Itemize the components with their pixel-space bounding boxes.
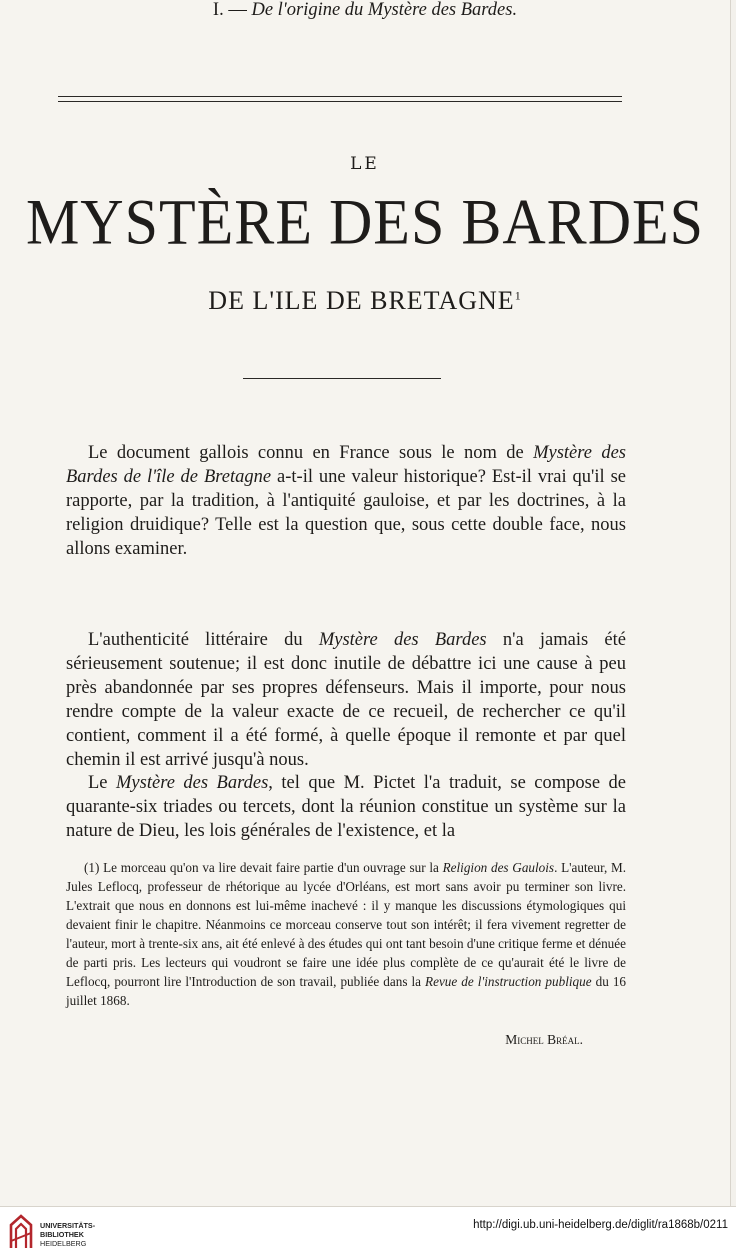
- footnote-text-3: du 16 juillet 1868.: [66, 974, 627, 1008]
- section-title: De l'origine du Mystère des Bardes.: [251, 0, 518, 20]
- p2-text-1: Le: [88, 773, 117, 793]
- intro-emphasis: Mystère des Bardes de l'île de Bretagne: [66, 443, 627, 487]
- section-heading: [0, 0, 730, 21]
- library-name-line-2: BIBLIOTHEK: [40, 1230, 84, 1239]
- footnote-emphasis-1: Religion des Gaulois: [442, 860, 555, 875]
- footnote-emphasis-2: Revue de l'instruction publique: [425, 974, 592, 989]
- subtitle-text: DE L'ILE DE BRETAGNE: [208, 286, 515, 315]
- p1-text-2: n'a jamais été sérieusement soutenue; il est donc inutile de débattre ici une cause à peu près abandonnée par ses propres défenseurs. Mais il importe, pour nous rendre compte de la valeur exacte de ce recueil, de rechercher ce qu'il contient, comment il a été formé, à quelle époque il remonte et par quel chemin il est arrivé jusqu'à nous.: [66, 630, 626, 770]
- intro-text-2: a-t-il une valeur historique? Est-il vrai qu'il se rapporte, par la tradition, à l'antiquité gauloise, et par les doctrines, à la religion druidique? Telle est la question que, sous cette double face, nous allons examiner.: [66, 467, 626, 559]
- body-paragraph-2: [66, 771, 626, 843]
- library-name-line-3: HEIDELBERG: [40, 1239, 87, 1248]
- permalink-url[interactable]: http://digi.ub.uni-heidelberg.de/diglit/ra1868b/0211: [473, 1219, 728, 1231]
- intro-text-1: Le document gallois connu en France sous le nom de: [88, 443, 534, 463]
- p1-text-1: L'authenticité littéraire du: [88, 630, 319, 650]
- p2-emphasis: Mystère des Bardes: [116, 773, 269, 793]
- footnote-marker: 1: [514, 288, 522, 303]
- section-number: I. —: [212, 0, 252, 20]
- university-library-logo-icon[interactable]: [8, 1213, 34, 1251]
- article-title: MYSTÈRE DES BARDES: [25, 186, 705, 258]
- p1-emphasis: Mystère des Bardes: [318, 630, 487, 650]
- footnote-text-1: (1) Le morceau qu'on va lire devait faire partie d'un ouvrage sur la: [84, 860, 443, 875]
- header-rule-thin: [58, 101, 622, 102]
- p2-text-2: , tel que M. Pictet l'a traduit, se compose de quarante-six triades ou tercets, dont la réunion constitue un système sur la nature de Dieu, les lois générales de l'existence, et la: [66, 773, 627, 841]
- library-name: [40, 1221, 95, 1248]
- title-kicker: LE: [350, 154, 380, 174]
- header-rule: [58, 96, 622, 97]
- title-divider: [243, 378, 441, 379]
- intro-paragraph: [66, 441, 626, 561]
- footnote: [66, 858, 626, 1010]
- body-paragraph-1: [66, 628, 626, 772]
- footnote-signature: Michel Bréal.: [505, 1032, 583, 1047]
- footnote-text-2: . L'auteur, M. Jules Leflocq, professeur de rhétorique au lycée d'Orléans, est mort sans avoir pu terminer son livre. L'extrait que nous en donnons est lui-même inachevé : il y manque les discussions étymologiques qui devaient finir le chapitre. Néanmoins ce morceau conserve tout son intérêt; il fera vivement regretter de l'auteur, mort à trente-six ans, ait été enlevé à des études qui ont tant besoin d'une critique ferme et dénuée de parti pris. Les lecteurs qui voudront se faire une idée plus complète de ce qu'aurait été le livre de Leflocq, pourront lire l'Introduction de son travail, publiée dans la: [66, 860, 626, 989]
- library-footer: [0, 1206, 736, 1259]
- article-subtitle: [0, 286, 730, 316]
- library-name-line-1: UNIVERSITÄTS-: [40, 1221, 96, 1230]
